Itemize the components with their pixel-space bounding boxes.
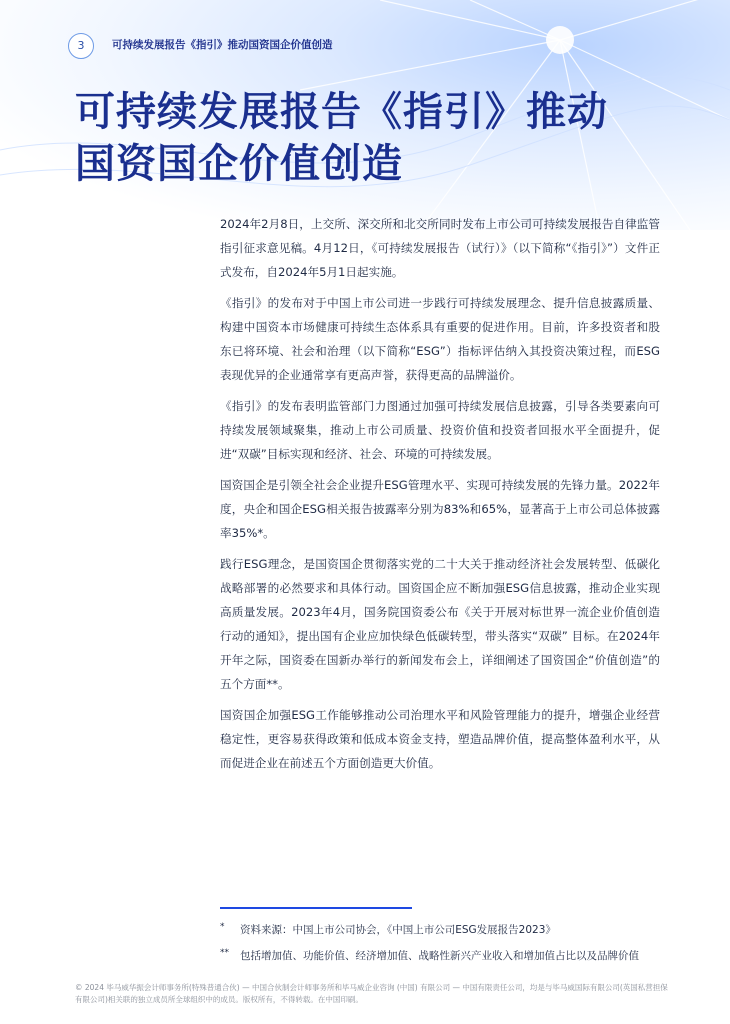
paragraph-1: 2024年2月8日，上交所、深交所和北交所同时发布上市公司可持续发展报告自律监管指引征求意见稿。4月12日，《可持续发展报告（试行）》（以下简称“《指引》”）文件正式发布，自2024年5月1日起实施。 [220, 217, 660, 279]
page-title-line-1: 可持续发展报告《指引》推动 [75, 89, 608, 135]
body-text [220, 212, 660, 782]
page-number: 3 [68, 33, 94, 59]
footnote-2 [220, 948, 680, 974]
paragraph-6: 国资国企加强ESG工作能够推动公司治理水平和风险管理能力的提升，增强企业经营稳定性，更容易获得政策和低成本资金支持，塑造品牌价值，提高整体盈利水平，从而促进企业在前述五个方面创造更大价值。 [220, 708, 660, 770]
page-title [75, 86, 675, 190]
footnote-divider [220, 907, 412, 909]
footnotes [220, 922, 680, 974]
paragraph-3: 《指引》的发布表明监管部门力图通过加强可持续发展信息披露，引导各类要素向可持续发展领域聚集，推动上市公司质量、投资价值和投资者回报水平全面提升，促进“双碳”目标实现和经济、社会、环境的可持续发展。 [220, 399, 660, 461]
paragraph-2: 《指引》的发布对于中国上市公司进一步践行可持续发展理念、提升信息披露质量、构建中国资本市场健康可持续生态体系具有重要的促进作用。目前，许多投资者和股东已将环境、社会和治理（以下简称“ESG”）指标评估纳入其投资决策过程，而ESG表现优异的企业通常享有更高声誉，获得更高的品牌溢价。 [220, 296, 660, 382]
footnote-2-mark: ** [220, 948, 229, 958]
running-header-title: 可持续发展报告《指引》推动国资国企价值创造 [112, 39, 333, 51]
page-title-line-2: 国资国企价值创造 [75, 141, 403, 187]
paragraph-4: 国资国企是引领全社会企业提升ESG管理水平、实现可持续发展的先锋力量。2022年度，央企和国企ESG相关报告披露率分别为83%和65%，显著高于上市公司总体披露率35%*。 [220, 478, 660, 540]
paragraph-5: 践行ESG理念，是国资国企贯彻落实党的二十大关于推动经济社会发展转型、低碳化战略部署的必然要求和具体行动。国资国企应不断加强ESG信息披露，推动企业实现高质量发展。2023年4月，国务院国资委公布《关于开展对标世界一流企业价值创造行动的通知》，提出国有企业应加快绿色低碳转型，带头落实“双碳” 目标。在2024年开年之际，国资委在国新办举行的新闻发布会上，详细阐述了国资国企“价值创造”的五个方面**。 [220, 557, 660, 691]
footnote-1 [220, 922, 680, 948]
footnote-2-text: 包括增加值、功能价值、经济增加值、战略性新兴产业收入和增加值占比以及品牌价值 [240, 950, 639, 962]
footnote-1-text: 资料来源：中国上市公司协会，《中国上市公司ESG发展报告2023》 [240, 924, 556, 936]
legal-notice: © 2024 毕马威华振会计师事务所(特殊普通合伙) — 中国合伙制会计师事务所和毕马威企业咨询 (中国) 有限公司 — 中国有限责任公司，均是与毕马威国际有限公司(英国私营担保有限公司)相关联的独立成员所全球组织中的成员。版权所有，不得转载。在中国印刷。 [75, 983, 668, 1004]
footnote-1-mark: * [220, 922, 225, 932]
